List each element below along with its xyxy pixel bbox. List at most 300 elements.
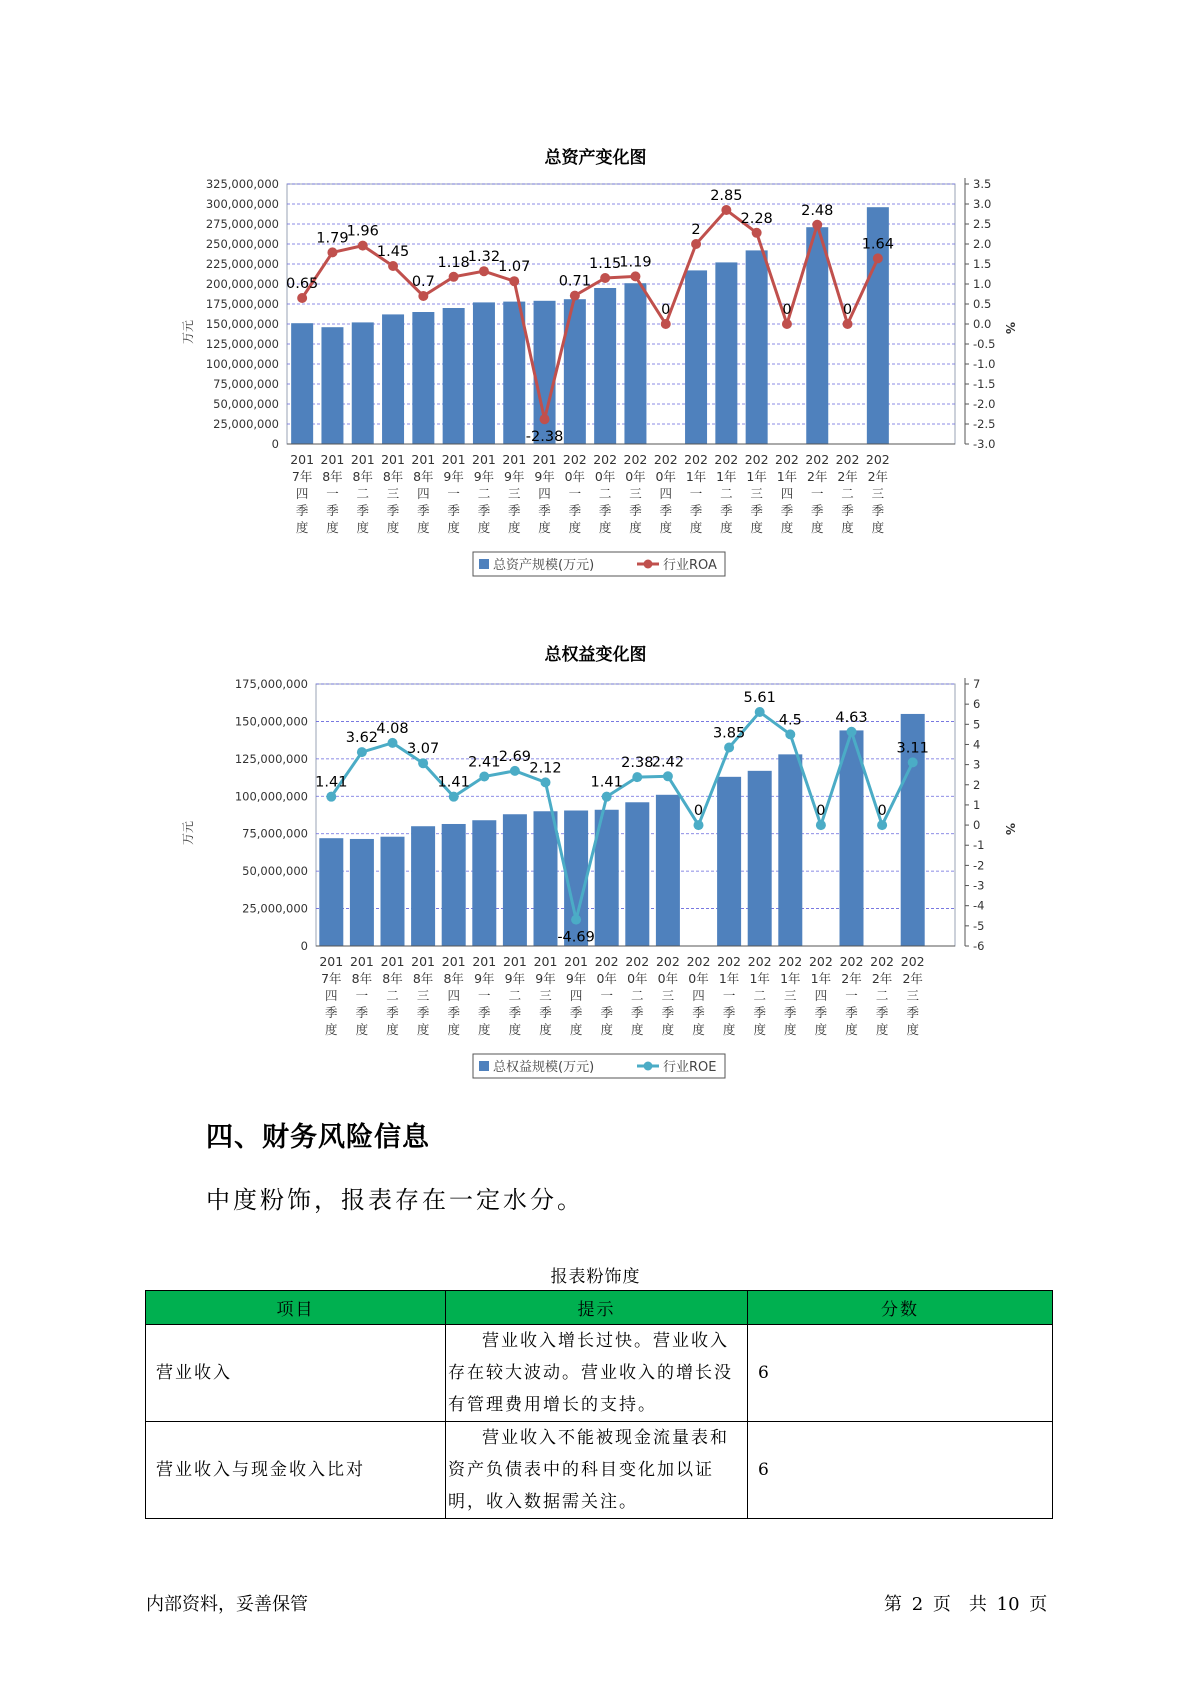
data-label: 1.41 [315,774,348,791]
y-left-tick-label: 275,000,000 [205,217,279,231]
data-label: 0.65 [286,276,319,292]
x-tick-label: 季 [689,503,703,518]
equity-chart [0,672,1191,1117]
y-left-tick-label: 50,000,000 [242,864,308,879]
data-label: 3.62 [345,730,379,747]
legend-label-bar: 总权益规模(万元) [493,1060,595,1075]
footer-confidential: 内部资料，妥善保管 [146,1594,308,1615]
x-tick-label: 季 [569,1005,583,1020]
bar [625,802,649,946]
x-tick-label: 二 [508,988,522,1003]
y-left-tick-label: 225,000,000 [205,257,279,271]
legend-label-line: 行业ROE [663,1060,717,1075]
x-tick-label: 度 [355,1022,369,1037]
x-tick-label: 季 [722,1005,736,1020]
x-tick-label: 三 [871,486,885,501]
x-tick-label: 0年 [657,971,679,986]
x-tick-label: 度 [784,1022,797,1037]
x-tick-label: 四 [417,486,430,501]
x-tick-label: 度 [569,1022,583,1037]
bar [350,839,374,946]
row-item: 营业收入与现金收入比对 [146,1422,446,1519]
header-item: 项目 [146,1291,446,1325]
line-point [600,273,610,283]
legend-swatch-bar [479,1061,489,1071]
x-tick-label: 201 [502,954,527,969]
bar [473,302,495,444]
line-point [541,777,551,787]
x-tick-label: 度 [447,1022,460,1037]
legend-swatch-point [644,560,653,569]
x-tick-label: 季 [386,503,400,518]
x-tick-label: 季 [720,503,733,518]
y-left-tick-label: 175,000,000 [205,297,279,311]
x-tick-label: 季 [568,503,582,518]
y-right-tick-label: -1.5 [973,377,996,391]
data-label: 1.15 [589,256,622,272]
line-point [694,820,704,830]
x-tick-label: 201 [472,954,497,969]
x-tick-label: 三 [784,988,797,1003]
x-tick-label: 201 [350,452,375,467]
x-tick-label: 201 [441,452,466,467]
x-tick-label: 1年 [746,469,767,484]
data-label: 0 [816,803,826,820]
x-tick-label: 9年 [473,469,495,484]
x-tick-label: 二 [720,486,733,501]
x-tick-label: 8年 [351,971,373,986]
x-tick-label: 季 [906,1005,919,1020]
x-tick-label: 202 [744,452,769,467]
data-label: 2.48 [801,202,834,219]
line-point [663,771,673,781]
data-label: 1.79 [316,230,349,247]
line-point [418,758,428,768]
line-point [691,239,701,249]
x-tick-label: 度 [598,520,612,535]
y-left-axis-title: 万元 [181,820,195,845]
x-tick-label: 201 [502,452,527,467]
bar [778,754,802,946]
data-label: 4.08 [376,720,409,737]
y-right-tick-label: -4 [973,898,985,913]
x-tick-label: 度 [810,520,824,535]
y-left-tick-label: 100,000,000 [205,357,279,371]
x-tick-label: 一 [600,988,613,1003]
x-tick-label: 三 [416,988,430,1003]
data-label: 1.96 [346,223,379,240]
x-tick-label: 1年 [776,469,798,484]
data-label: 4.63 [835,709,868,726]
line-point [630,271,640,281]
x-tick-label: 202 [714,452,739,467]
x-tick-label: 0年 [627,971,648,986]
x-tick-label: 四 [692,988,705,1003]
x-tick-label: 四 [569,988,583,1003]
line-point [908,757,918,767]
y-right-tick-label: 2.5 [973,217,992,231]
x-tick-label: 202 [805,452,830,467]
x-tick-label: 1年 [716,469,737,484]
x-tick-label: 度 [447,520,460,535]
bar [624,283,646,444]
line-point [843,319,853,329]
y-left-axis-title: 万元 [181,319,195,344]
x-tick-label: 7年 [291,469,313,484]
x-tick-label: 201 [564,954,589,969]
data-label: 0 [661,302,671,318]
x-tick-label: 度 [875,1022,889,1037]
line-point [724,742,734,752]
x-tick-label: 度 [720,520,733,535]
x-tick-label: 一 [355,988,369,1003]
x-tick-label: 9年 [504,469,525,484]
y-right-tick-label: 0 [973,818,981,833]
y-right-tick-label: -2.5 [973,417,996,431]
x-tick-label: 2年 [837,469,858,484]
x-tick-label: 度 [722,1022,736,1037]
bar [715,262,737,444]
line-point [661,319,671,329]
assets-chart [0,176,1191,621]
y-left-tick-label: 150,000,000 [234,714,308,729]
x-tick-label: 度 [568,520,582,535]
y-left-tick-label: 75,000,000 [213,377,279,391]
x-tick-label: 2年 [807,469,828,484]
data-label: 3.11 [896,740,929,757]
x-tick-label: 二 [875,988,889,1003]
y-left-tick-label: 75,000,000 [242,826,308,841]
line-point [847,727,857,737]
x-tick-label: 四 [780,486,794,501]
y-left-tick-label: 125,000,000 [205,337,279,351]
y-left-tick-label: 25,000,000 [242,901,308,916]
x-tick-label: 度 [386,1022,399,1037]
x-tick-label: 四 [814,988,828,1003]
x-tick-label: 度 [780,520,794,535]
equity-chart-title: 总权益变化图 [544,645,647,665]
line-point [873,253,883,263]
x-tick-label: 季 [478,1005,491,1020]
line-point [816,820,826,830]
x-tick-label: 四 [295,486,309,501]
data-label: 3.85 [712,725,746,742]
data-label: 2 [691,222,701,238]
table-header-row [146,1291,1053,1325]
x-tick-label: 季 [508,1005,522,1020]
x-tick-label: 9年 [474,971,495,986]
x-tick-label: 2年 [871,971,893,986]
x-tick-label: 8年 [382,469,404,484]
x-tick-label: 202 [625,954,650,969]
bar [412,312,434,444]
x-tick-label: 二 [598,486,612,501]
x-tick-label: 季 [325,1005,338,1020]
bar [717,777,741,946]
x-tick-label: 201 [380,954,405,969]
x-tick-label: 201 [290,452,315,467]
x-tick-label: 度 [538,520,551,535]
x-tick-label: 二 [631,988,644,1003]
x-tick-label: 季 [875,1005,889,1020]
x-tick-label: 季 [386,1005,399,1020]
x-tick-label: 季 [753,1005,766,1020]
x-tick-label: 季 [538,503,551,518]
x-tick-label: 度 [841,520,854,535]
x-tick-label: 四 [538,486,551,501]
x-tick-label: 9年 [565,971,587,986]
line-point [418,291,428,301]
line-point [327,247,337,257]
x-tick-label: 季 [295,503,309,518]
y-left-tick-label: 200,000,000 [205,277,279,291]
x-tick-label: 201 [533,954,558,969]
line-point [782,319,792,329]
x-tick-label: 0年 [594,469,616,484]
y-right-tick-label: 1.5 [973,257,992,271]
bar [352,322,374,444]
x-tick-label: 四 [447,988,460,1003]
data-label: 0 [693,803,704,820]
x-tick-label: 1年 [810,971,832,986]
x-tick-label: 度 [631,1022,644,1037]
x-tick-label: 季 [841,503,854,518]
x-tick-label: 季 [659,503,673,518]
x-tick-label: 度 [689,520,703,535]
data-label: 1.64 [861,236,894,253]
data-label: 0.71 [558,273,591,290]
bar [443,308,465,444]
y-right-tick-label: 0.5 [973,297,992,311]
x-tick-label: 201 [411,452,436,467]
line-point [721,205,731,215]
bar [503,814,527,946]
x-tick-label: 度 [906,1022,919,1037]
x-tick-label: 2年 [841,971,862,986]
y-right-tick-label: -3.0 [973,437,996,451]
x-tick-label: 季 [477,503,491,518]
line-point [540,414,550,424]
data-label: 0 [842,302,853,318]
y-right-tick-label: 3.5 [973,177,992,191]
legend-label-bar: 总资产规模(万元) [493,558,595,573]
x-tick-label: 度 [753,1022,766,1037]
x-tick-label: 度 [629,520,642,535]
y-right-tick-label: -3 [973,878,985,893]
bar [411,826,435,946]
x-tick-label: 三 [906,988,919,1003]
bar [534,811,558,946]
x-tick-label: 三 [386,486,400,501]
x-tick-label: 度 [417,520,430,535]
bar [806,227,828,444]
x-tick-label: 季 [598,503,612,518]
x-tick-label: 季 [750,503,763,518]
y-left-tick-label: 300,000,000 [205,197,279,211]
y-right-tick-label: -1 [973,838,985,853]
data-label: 0.7 [411,274,435,290]
x-tick-label: 度 [692,1022,705,1037]
row-score: 6 [748,1422,1053,1519]
data-label: 1.32 [467,249,501,266]
x-tick-label: 202 [717,954,742,969]
x-tick-label: 202 [839,954,864,969]
line-point [752,228,762,238]
x-tick-label: 8年 [413,469,434,484]
data-label: 1.18 [437,254,470,271]
table-row [146,1422,1053,1519]
y-right-tick-label: 6 [973,697,981,712]
x-tick-label: 季 [845,1005,858,1020]
x-tick-label: 度 [416,1022,430,1037]
data-label: 3.07 [406,741,440,758]
x-tick-label: 0年 [596,971,617,986]
y-right-tick-label: 2.0 [973,237,992,251]
data-label: 0 [782,302,792,318]
x-tick-label: 三 [507,486,521,501]
data-label: -4.69 [557,929,595,946]
x-tick-label: 季 [871,503,885,518]
x-tick-label: 季 [692,1005,705,1020]
y-left-tick-label: 0 [300,939,308,953]
y-right-tick-label: 2 [973,777,981,792]
x-tick-label: 度 [295,520,309,535]
x-tick-label: 一 [845,988,858,1003]
x-tick-label: 202 [870,954,895,969]
line-point [510,766,520,776]
y-left-tick-label: 125,000,000 [234,751,308,766]
x-tick-label: 季 [416,1005,430,1020]
y-right-tick-label: 5 [973,717,981,732]
x-tick-label: 季 [600,1005,613,1020]
x-tick-label: 一 [810,486,824,501]
x-tick-label: 季 [539,1005,552,1020]
data-label: 2.28 [740,210,773,227]
line-point [358,241,368,251]
y-left-tick-label: 175,000,000 [234,677,308,691]
x-tick-label: 度 [477,520,491,535]
x-tick-label: 0年 [688,971,709,986]
x-tick-label: 二 [841,486,854,501]
x-tick-label: 季 [356,503,370,518]
line-point [785,729,795,739]
legend-swatch-point [644,1062,653,1071]
bar [321,327,343,444]
x-tick-label: 季 [417,503,430,518]
bar [656,795,680,946]
x-tick-label: 8年 [412,971,434,986]
x-tick-label: 季 [780,503,794,518]
x-tick-label: 度 [326,520,339,535]
x-tick-label: 季 [661,1005,675,1020]
data-label: 2.38 [621,755,654,772]
line-point [479,772,489,782]
x-tick-label: 度 [871,520,885,535]
x-tick-label: 度 [508,1022,522,1037]
x-tick-label: 201 [472,452,496,467]
bar [840,730,864,946]
x-tick-label: 0年 [625,469,646,484]
x-tick-label: 2年 [902,971,923,986]
data-label: 1.07 [498,259,531,276]
line-point [812,220,822,230]
y-right-tick-label: 7 [973,677,981,691]
y-left-tick-label: 0 [271,437,279,451]
x-tick-label: 度 [507,520,521,535]
line-point [509,276,519,286]
data-label: 1.41 [437,774,470,791]
x-tick-label: 202 [594,954,619,969]
data-label: 1.19 [619,254,652,271]
x-tick-label: 202 [900,954,925,969]
x-tick-label: 201 [319,954,344,969]
y-right-axis-title: % [1003,322,1017,335]
assets-chart-title: 总资产变化图 [544,148,647,168]
data-label: 5.61 [743,690,776,707]
row-score: 6 [748,1325,1053,1422]
y-right-axis-title: % [1003,823,1017,836]
x-tick-label: 201 [381,452,405,467]
x-tick-label: 季 [784,1005,797,1020]
x-tick-label: 一 [447,486,460,501]
y-right-tick-label: -5 [973,918,985,933]
x-tick-label: 二 [753,988,766,1003]
x-tick-label: 202 [808,954,833,969]
x-tick-label: 202 [562,452,587,467]
data-label: 4.5 [778,712,802,729]
bar [748,771,772,946]
x-tick-label: 季 [814,1005,828,1020]
x-tick-label: 202 [747,954,772,969]
x-tick-label: 二 [356,486,370,501]
line-point [326,792,336,802]
x-tick-label: 202 [775,452,799,467]
line-point [479,266,489,276]
x-tick-label: 201 [411,954,436,969]
x-tick-label: 三 [629,486,642,501]
table-caption: 报表粉饰度 [550,1267,641,1287]
x-tick-label: 8年 [382,971,403,986]
x-tick-label: 202 [835,452,860,467]
x-tick-label: 201 [349,954,374,969]
x-tick-label: 度 [325,1022,338,1037]
x-tick-label: 202 [653,452,678,467]
legend-label-line: 行业ROA [663,558,717,573]
data-label: 2.69 [498,748,532,765]
x-tick-label: 8年 [443,971,464,986]
line-point [449,272,459,282]
y-right-tick-label: -0.5 [973,337,996,351]
x-tick-label: 季 [326,503,339,518]
y-left-tick-label: 325,000,000 [205,177,279,191]
x-tick-label: 度 [661,1022,675,1037]
y-right-tick-label: 1.0 [973,277,992,291]
bar [381,837,405,946]
x-tick-label: 季 [810,503,824,518]
line-point [877,820,887,830]
y-left-tick-label: 50,000,000 [213,397,279,411]
y-left-tick-label: 150,000,000 [205,317,279,331]
y-right-tick-label: -2 [973,858,985,873]
line-point [388,738,398,748]
x-tick-label: 8年 [352,469,373,484]
data-label: 2.41 [468,754,501,771]
data-label: 1.45 [376,244,410,260]
x-tick-label: 四 [659,486,673,501]
x-tick-label: 7年 [321,971,342,986]
section-heading: 四、财务风险信息 [206,1122,430,1153]
x-tick-label: 202 [684,452,708,467]
